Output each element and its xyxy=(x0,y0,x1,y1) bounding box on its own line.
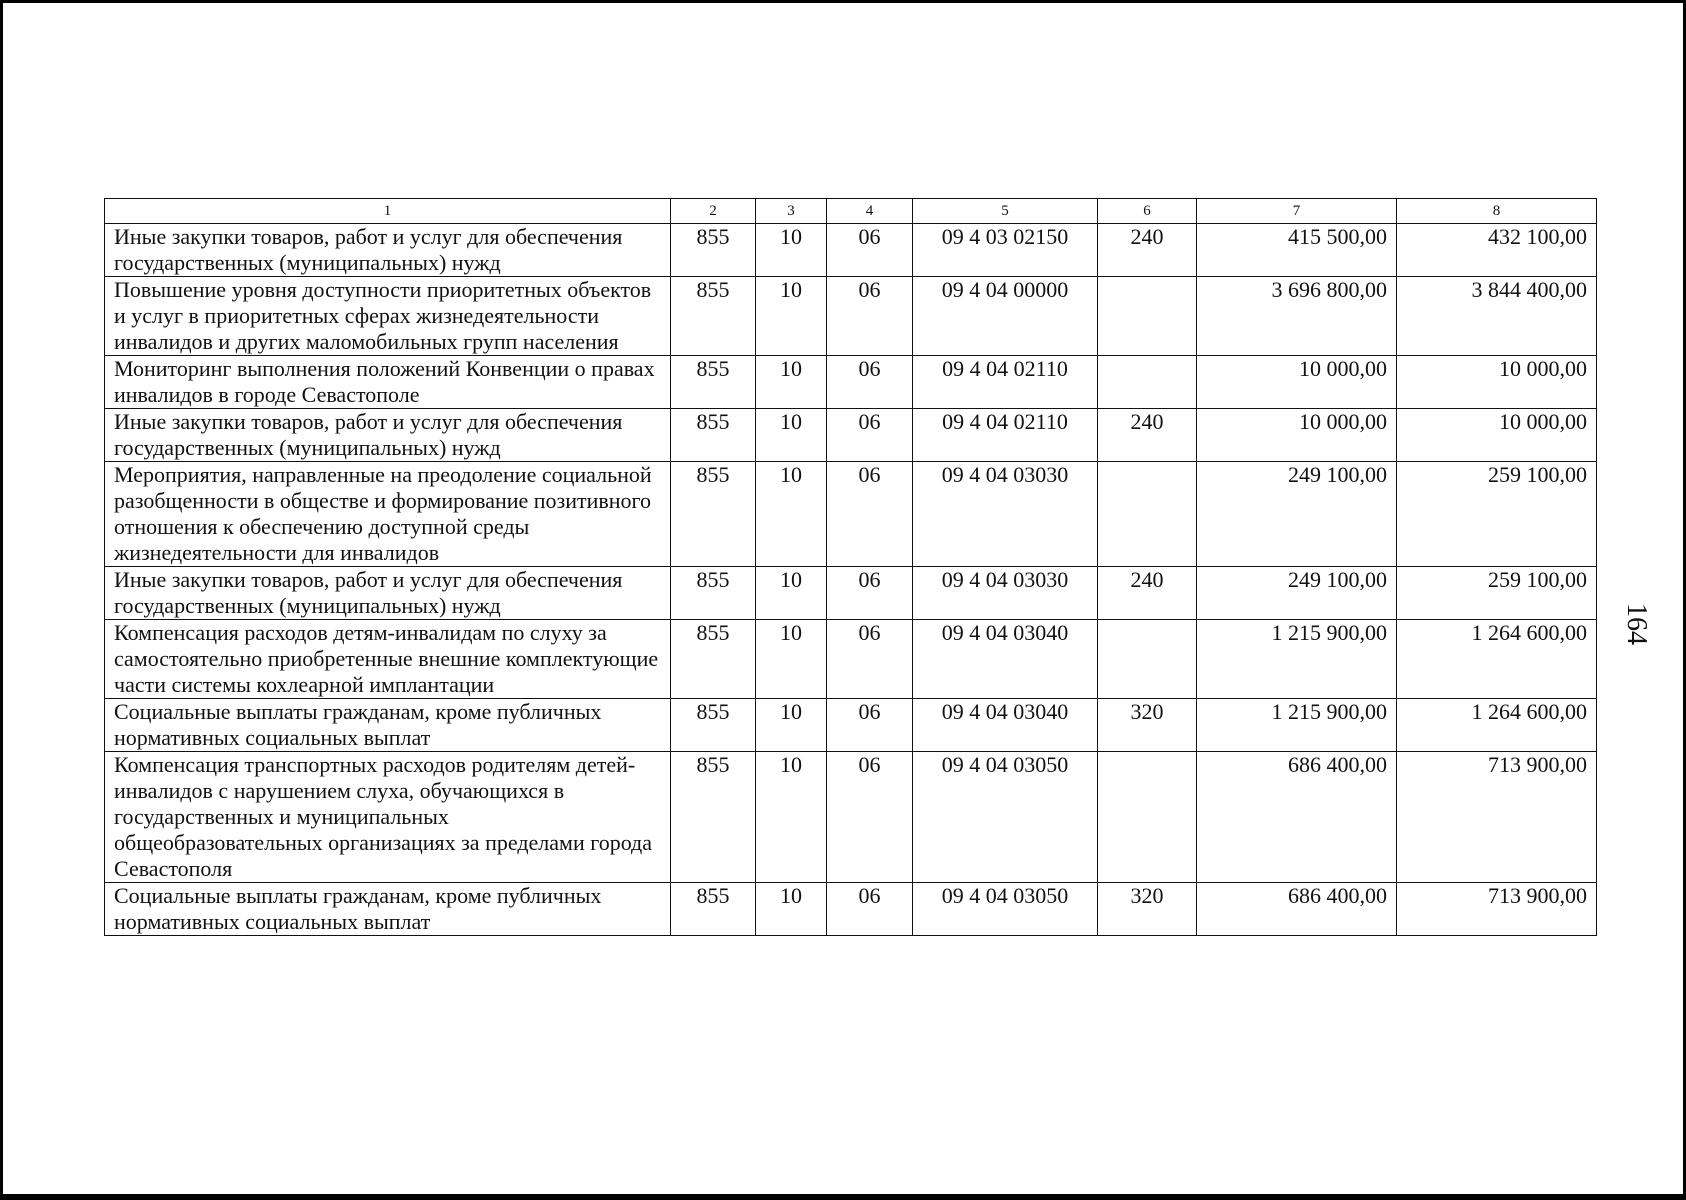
row-code-cell: 855 xyxy=(671,224,756,277)
table-header xyxy=(105,199,1597,224)
row-expense-type-cell: 240 xyxy=(1098,409,1197,462)
row-amount-col7-cell: 1 215 900,00 xyxy=(1197,620,1397,699)
row-code-cell: 855 xyxy=(671,883,756,936)
row-name-cell: Повышение уровня доступности приоритетных объектов и услуг в приоритетных сферах жизнедеятельности инвалидов и других маломобильных групп населения xyxy=(105,277,671,356)
row-expense-type-cell xyxy=(1098,277,1197,356)
table-row xyxy=(105,567,1597,620)
row-expense-type-cell xyxy=(1098,356,1197,409)
row-subsection-cell: 06 xyxy=(827,567,913,620)
table-row xyxy=(105,699,1597,752)
row-name-cell: Иные закупки товаров, работ и услуг для обеспечения государственных (муниципальных) нужд xyxy=(105,224,671,277)
row-subsection-cell: 06 xyxy=(827,752,913,883)
row-amount-col7-cell: 10 000,00 xyxy=(1197,356,1397,409)
row-target-article-cell: 09 4 04 02110 xyxy=(913,356,1098,409)
row-name-cell: Компенсация расходов детям-инвалидам по слуху за самостоятельно приобретенные внешние комплектующие части системы кохлеарной имплантации xyxy=(105,620,671,699)
scan-border-bottom xyxy=(0,1194,1686,1200)
row-amount-col7-cell: 415 500,00 xyxy=(1197,224,1397,277)
row-code-cell: 855 xyxy=(671,620,756,699)
row-subsection-cell: 06 xyxy=(827,462,913,567)
row-subsection-cell: 06 xyxy=(827,277,913,356)
header-row xyxy=(105,199,1597,224)
row-subsection-cell: 06 xyxy=(827,620,913,699)
row-amount-col7-cell: 1 215 900,00 xyxy=(1197,699,1397,752)
row-name-cell: Мероприятия, направленные на преодоление социальной разобщенности в обществе и формирование позитивного отношения к обеспечению доступной среды жизнедеятельности для инвалидов xyxy=(105,462,671,567)
row-code-cell: 855 xyxy=(671,356,756,409)
row-expense-type-cell: 320 xyxy=(1098,883,1197,936)
row-target-article-cell: 09 4 04 03040 xyxy=(913,620,1098,699)
row-name-cell: Иные закупки товаров, работ и услуг для обеспечения государственных (муниципальных) нужд xyxy=(105,567,671,620)
row-target-article-cell: 09 4 04 00000 xyxy=(913,277,1098,356)
column-header: 8 xyxy=(1397,199,1597,224)
row-amount-col7-cell: 686 400,00 xyxy=(1197,752,1397,883)
row-amount-col7-cell: 10 000,00 xyxy=(1197,409,1397,462)
row-section-cell: 10 xyxy=(756,699,827,752)
row-subsection-cell: 06 xyxy=(827,356,913,409)
row-expense-type-cell xyxy=(1098,752,1197,883)
row-subsection-cell: 06 xyxy=(827,224,913,277)
row-code-cell: 855 xyxy=(671,462,756,567)
row-amount-col8-cell: 10 000,00 xyxy=(1397,409,1597,462)
row-section-cell: 10 xyxy=(756,462,827,567)
row-amount-col7-cell: 686 400,00 xyxy=(1197,883,1397,936)
row-amount-col7-cell: 249 100,00 xyxy=(1197,462,1397,567)
row-target-article-cell: 09 4 04 03040 xyxy=(913,699,1098,752)
row-section-cell: 10 xyxy=(756,224,827,277)
row-amount-col7-cell: 3 696 800,00 xyxy=(1197,277,1397,356)
row-amount-col8-cell: 10 000,00 xyxy=(1397,356,1597,409)
row-amount-col8-cell: 1 264 600,00 xyxy=(1397,699,1597,752)
column-header: 1 xyxy=(105,199,671,224)
row-amount-col8-cell: 259 100,00 xyxy=(1397,462,1597,567)
row-expense-type-cell xyxy=(1098,620,1197,699)
row-amount-col8-cell: 432 100,00 xyxy=(1397,224,1597,277)
page-number: 164 xyxy=(1621,603,1652,645)
column-header: 4 xyxy=(827,199,913,224)
row-section-cell: 10 xyxy=(756,567,827,620)
row-code-cell: 855 xyxy=(671,409,756,462)
row-name-cell: Мониторинг выполнения положений Конвенции о правах инвалидов в городе Севастополе xyxy=(105,356,671,409)
row-amount-col7-cell: 249 100,00 xyxy=(1197,567,1397,620)
column-header: 6 xyxy=(1098,199,1197,224)
scan-border-top xyxy=(0,0,1686,3)
row-section-cell: 10 xyxy=(756,752,827,883)
row-expense-type-cell: 240 xyxy=(1098,567,1197,620)
row-target-article-cell: 09 4 04 03030 xyxy=(913,462,1098,567)
row-subsection-cell: 06 xyxy=(827,699,913,752)
column-header: 3 xyxy=(756,199,827,224)
row-code-cell: 855 xyxy=(671,752,756,883)
row-target-article-cell: 09 4 04 02110 xyxy=(913,409,1098,462)
row-amount-col8-cell: 713 900,00 xyxy=(1397,752,1597,883)
table-row xyxy=(105,883,1597,936)
table-row xyxy=(105,620,1597,699)
row-expense-type-cell xyxy=(1098,462,1197,567)
column-header: 7 xyxy=(1197,199,1397,224)
row-section-cell: 10 xyxy=(756,620,827,699)
row-code-cell: 855 xyxy=(671,699,756,752)
row-subsection-cell: 06 xyxy=(827,883,913,936)
row-expense-type-cell: 320 xyxy=(1098,699,1197,752)
row-target-article-cell: 09 4 04 03050 xyxy=(913,752,1098,883)
column-header: 5 xyxy=(913,199,1098,224)
scan-border-left xyxy=(0,0,3,1200)
table-row xyxy=(105,409,1597,462)
table-row xyxy=(105,462,1597,567)
row-name-cell: Социальные выплаты гражданам, кроме публичных нормативных социальных выплат xyxy=(105,883,671,936)
row-name-cell: Иные закупки товаров, работ и услуг для обеспечения государственных (муниципальных) нужд xyxy=(105,409,671,462)
row-name-cell: Социальные выплаты гражданам, кроме публичных нормативных социальных выплат xyxy=(105,699,671,752)
row-code-cell: 855 xyxy=(671,277,756,356)
table-body xyxy=(105,224,1597,936)
row-target-article-cell: 09 4 03 02150 xyxy=(913,224,1098,277)
row-target-article-cell: 09 4 04 03050 xyxy=(913,883,1098,936)
table-row xyxy=(105,752,1597,883)
budget-table xyxy=(104,198,1597,936)
row-subsection-cell: 06 xyxy=(827,409,913,462)
row-section-cell: 10 xyxy=(756,356,827,409)
row-section-cell: 10 xyxy=(756,277,827,356)
row-target-article-cell: 09 4 04 03030 xyxy=(913,567,1098,620)
row-amount-col8-cell: 713 900,00 xyxy=(1397,883,1597,936)
row-amount-col8-cell: 259 100,00 xyxy=(1397,567,1597,620)
row-section-cell: 10 xyxy=(756,409,827,462)
row-section-cell: 10 xyxy=(756,883,827,936)
row-expense-type-cell: 240 xyxy=(1098,224,1197,277)
table-row xyxy=(105,356,1597,409)
row-amount-col8-cell: 1 264 600,00 xyxy=(1397,620,1597,699)
table-row xyxy=(105,224,1597,277)
table-row xyxy=(105,277,1597,356)
column-header: 2 xyxy=(671,199,756,224)
row-amount-col8-cell: 3 844 400,00 xyxy=(1397,277,1597,356)
row-code-cell: 855 xyxy=(671,567,756,620)
row-name-cell: Компенсация транспортных расходов родителям детей-инвалидов с нарушением слуха, обучающихся в государственных и муниципальных общеобразовательных организациях за пределами города Севастополя xyxy=(105,752,671,883)
